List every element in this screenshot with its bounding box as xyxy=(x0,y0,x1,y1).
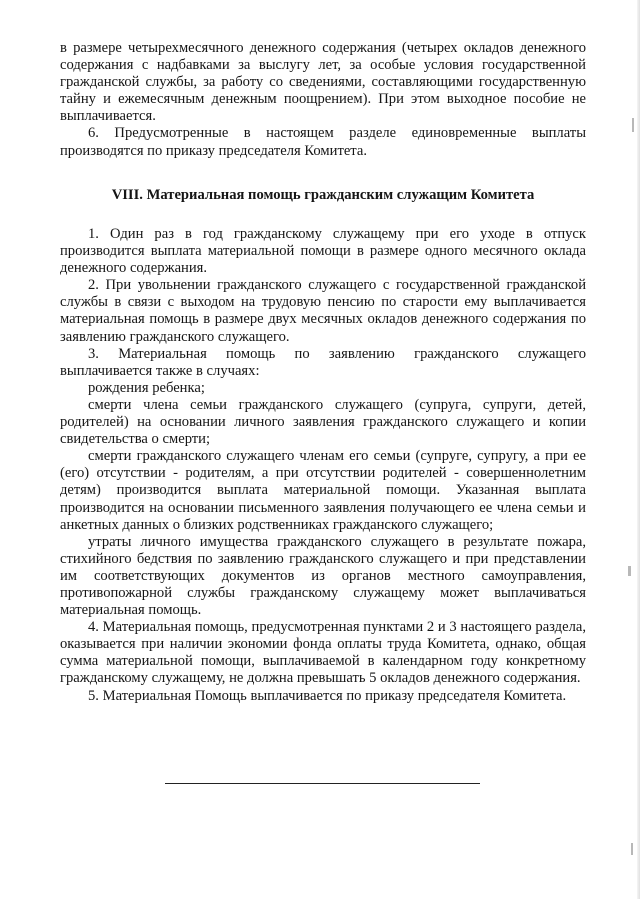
closing-rule xyxy=(165,783,480,784)
paragraph-1: 1. Один раз в год гражданскому служащему при его уходе в отпуск производится выплата материальной помощи в размере одного месячного оклада денежного содержания. xyxy=(60,226,586,277)
case-property-loss: утраты личного имущества гражданского служащего в результате пожара, стихийного бедствия по заявлению гражданского служащего и при представлении им соответствующих документов из органов местного самоуправления, противопожарной службы гражданскому служащему может выплачиваться материальная помощь. xyxy=(60,533,586,619)
paragraph-continuation: в размере четырехмесячного денежного содержания (четырех окладов денежного содержания с надбавками за выслугу лет, за особые условия государственной гражданской службы, за работу со сведениями, составляющими государственную тайну и ежемесячным денежным поощрением). При этом выходное пособие не выплачивается. xyxy=(60,40,586,125)
case-death-family-member: смерти члена семьи гражданского служащего (супруга, супруги, детей, родителей) на основании личного заявления гражданского служащего и копии свидетельства о смерти; xyxy=(60,396,586,448)
section-heading: VIII. Материальная помощь гражданским служащим Комитета xyxy=(111,187,535,203)
paragraph-2: 2. При увольнении гражданского служащего с государственной гражданской службы в связи с выходом на трудовую пенсию по старости ему выплачивается материальная помощь в размере двух месячных окладов денежного содержания по заявлению гражданского служащего. xyxy=(60,277,586,345)
section-7-tail xyxy=(60,40,586,160)
paragraph-3: 3. Материальная помощь по заявлению гражданского служащего выплачивается также в случаях: xyxy=(60,345,586,379)
case-birth: рождения ребенка; xyxy=(88,379,205,396)
scan-artifact xyxy=(631,843,633,855)
paragraph-6: 6. Предусмотренные в настоящем разделе единовременные выплаты производятся по приказу председателя Комитета. xyxy=(60,125,586,159)
section-8-body xyxy=(60,226,586,705)
paragraph-5: 5. Материальная Помощь выплачивается по приказу председателя Комитета. xyxy=(88,687,567,704)
scan-artifact xyxy=(628,566,631,576)
scan-artifact xyxy=(632,118,634,132)
paragraph-4: 4. Материальная помощь, предусмотренная пунктами 2 и 3 настоящего раздела, оказывается при наличии экономии фонда оплаты труда Комитета, однако, общая сумма материальной помощи, выплачиваемой в календарном году конкретному гражданскому служащему, не должна превышать 5 окладов денежного содержания. xyxy=(60,619,586,687)
case-death-employee: смерти гражданского служащего членам его семьи (супруге, супругу, а при ее (его) отсутствии - родителям, а при отсутствии родителей - совершеннолетним детям) производится выплата материальной помощи. Указанная выплата производится на основании письменного заявления получающего ее члена семьи и анкетных данных о близких родственниках гражданского служащего; xyxy=(60,448,586,533)
